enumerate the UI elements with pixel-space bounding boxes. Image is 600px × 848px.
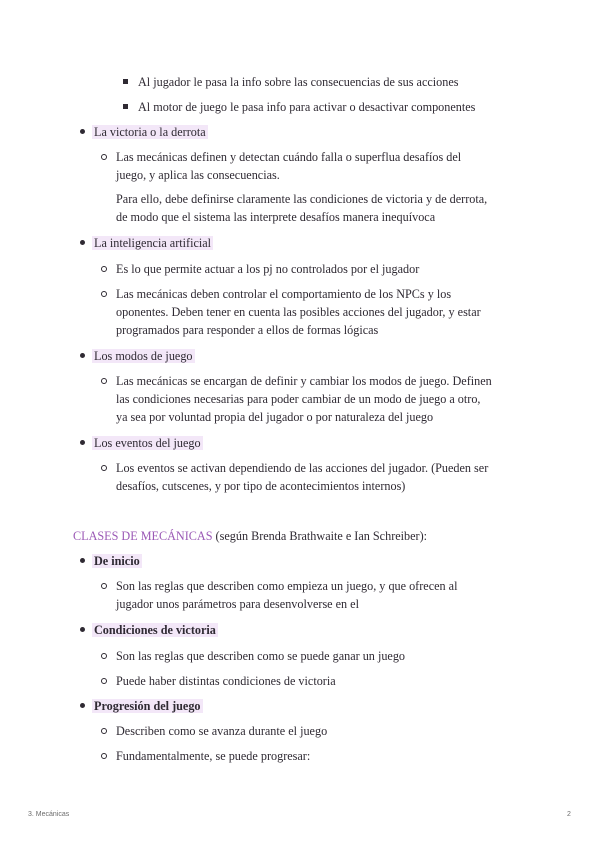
list-item	[92, 621, 218, 640]
list-item-continued: las condiciones necesarias para poder cambiar de un modo de juego a otro,	[116, 392, 481, 406]
disc-bullet-icon	[80, 240, 85, 245]
paragraph: Para ello, debe definirse claramente las condiciones de victoria y de derrota,	[116, 192, 488, 206]
circle-bullet-icon	[101, 266, 107, 272]
list-item: Describen como se avanza durante el juego	[116, 724, 328, 738]
list-item	[92, 347, 195, 366]
list-item	[92, 434, 203, 453]
circle-bullet-icon	[101, 465, 107, 471]
list-item: Fundamentalmente, se puede progresar:	[116, 749, 311, 763]
circle-bullet-icon	[101, 583, 107, 589]
footer-page-number: 2	[567, 811, 571, 818]
list-item-continued: desafíos, cutscenes, y por tipo de acontecimientos internos)	[116, 479, 406, 493]
list-item	[92, 234, 213, 253]
section-title: CLASES DE MECÁNICAS	[73, 529, 213, 543]
highlighted-topic: La inteligencia artificial	[94, 236, 212, 250]
highlighted-topic: La victoria o la derrota	[94, 125, 206, 139]
list-item: Puede haber distintas condiciones de victoria	[116, 674, 336, 688]
highlighted-topic: Condiciones de victoria	[94, 623, 216, 637]
list-item-continued: ya sea por voluntad propia del jugador o por naturaleza del juego	[116, 410, 434, 424]
disc-bullet-icon	[80, 129, 85, 134]
list-item: Las mecánicas deben controlar el comportamiento de los NPCs y los	[116, 287, 452, 301]
disc-bullet-icon	[80, 703, 85, 708]
circle-bullet-icon	[101, 753, 107, 759]
disc-bullet-icon	[80, 440, 85, 445]
highlighted-topic: Los modos de juego	[94, 349, 193, 363]
circle-bullet-icon	[101, 291, 107, 297]
list-item: Al motor de juego le pasa info para activar o desactivar componentes	[138, 100, 476, 114]
list-item-continued: jugador unos parámetros para desenvolverse en el	[116, 597, 359, 611]
square-bullet-icon	[123, 104, 128, 109]
list-item: Son las reglas que describen como empieza un juego, y que ofrecen al	[116, 579, 458, 593]
circle-bullet-icon	[101, 678, 107, 684]
list-item	[92, 123, 208, 142]
list-item: Las mecánicas definen y detectan cuándo falla o superflua desafíos del	[116, 150, 462, 164]
footer-page-label: 3. Mecánicas	[28, 811, 70, 818]
paragraph-continued: de modo que el sistema las interprete desafíos manera inequívoca	[116, 210, 436, 224]
highlighted-topic: De inicio	[94, 554, 140, 568]
list-item: Los eventos se activan dependiendo de las acciones del jugador. (Pueden ser	[116, 461, 489, 475]
square-bullet-icon	[123, 79, 128, 84]
section-subtitle: (según Brenda Brathwaite e Ian Schreiber):	[212, 529, 428, 543]
list-item	[92, 552, 142, 571]
list-item-continued: juego, y aplica las consecuencias.	[116, 168, 280, 182]
list-item: Al jugador le pasa la info sobre las consecuencias de sus acciones	[138, 75, 459, 89]
circle-bullet-icon	[101, 378, 107, 384]
highlighted-topic: Los eventos del juego	[94, 436, 201, 450]
list-item: Las mecánicas se encargan de definir y cambiar los modos de juego. Definen	[116, 374, 492, 388]
list-item	[92, 697, 203, 716]
list-item: Son las reglas que describen como se puede ganar un juego	[116, 649, 406, 663]
list-item-continued: oponentes. Deben tener en cuenta las posibles acciones del jugador, y estar	[116, 305, 481, 319]
circle-bullet-icon	[101, 653, 107, 659]
disc-bullet-icon	[80, 353, 85, 358]
circle-bullet-icon	[101, 728, 107, 734]
list-item: Es lo que permite actuar a los pj no controlados por el jugador	[116, 262, 420, 276]
disc-bullet-icon	[80, 627, 85, 632]
list-item-continued: programados para responder a ellos de formas lógicas	[116, 323, 379, 337]
highlighted-topic: Progresión del juego	[94, 699, 201, 713]
section-heading	[73, 527, 427, 546]
circle-bullet-icon	[101, 154, 107, 160]
disc-bullet-icon	[80, 558, 85, 563]
